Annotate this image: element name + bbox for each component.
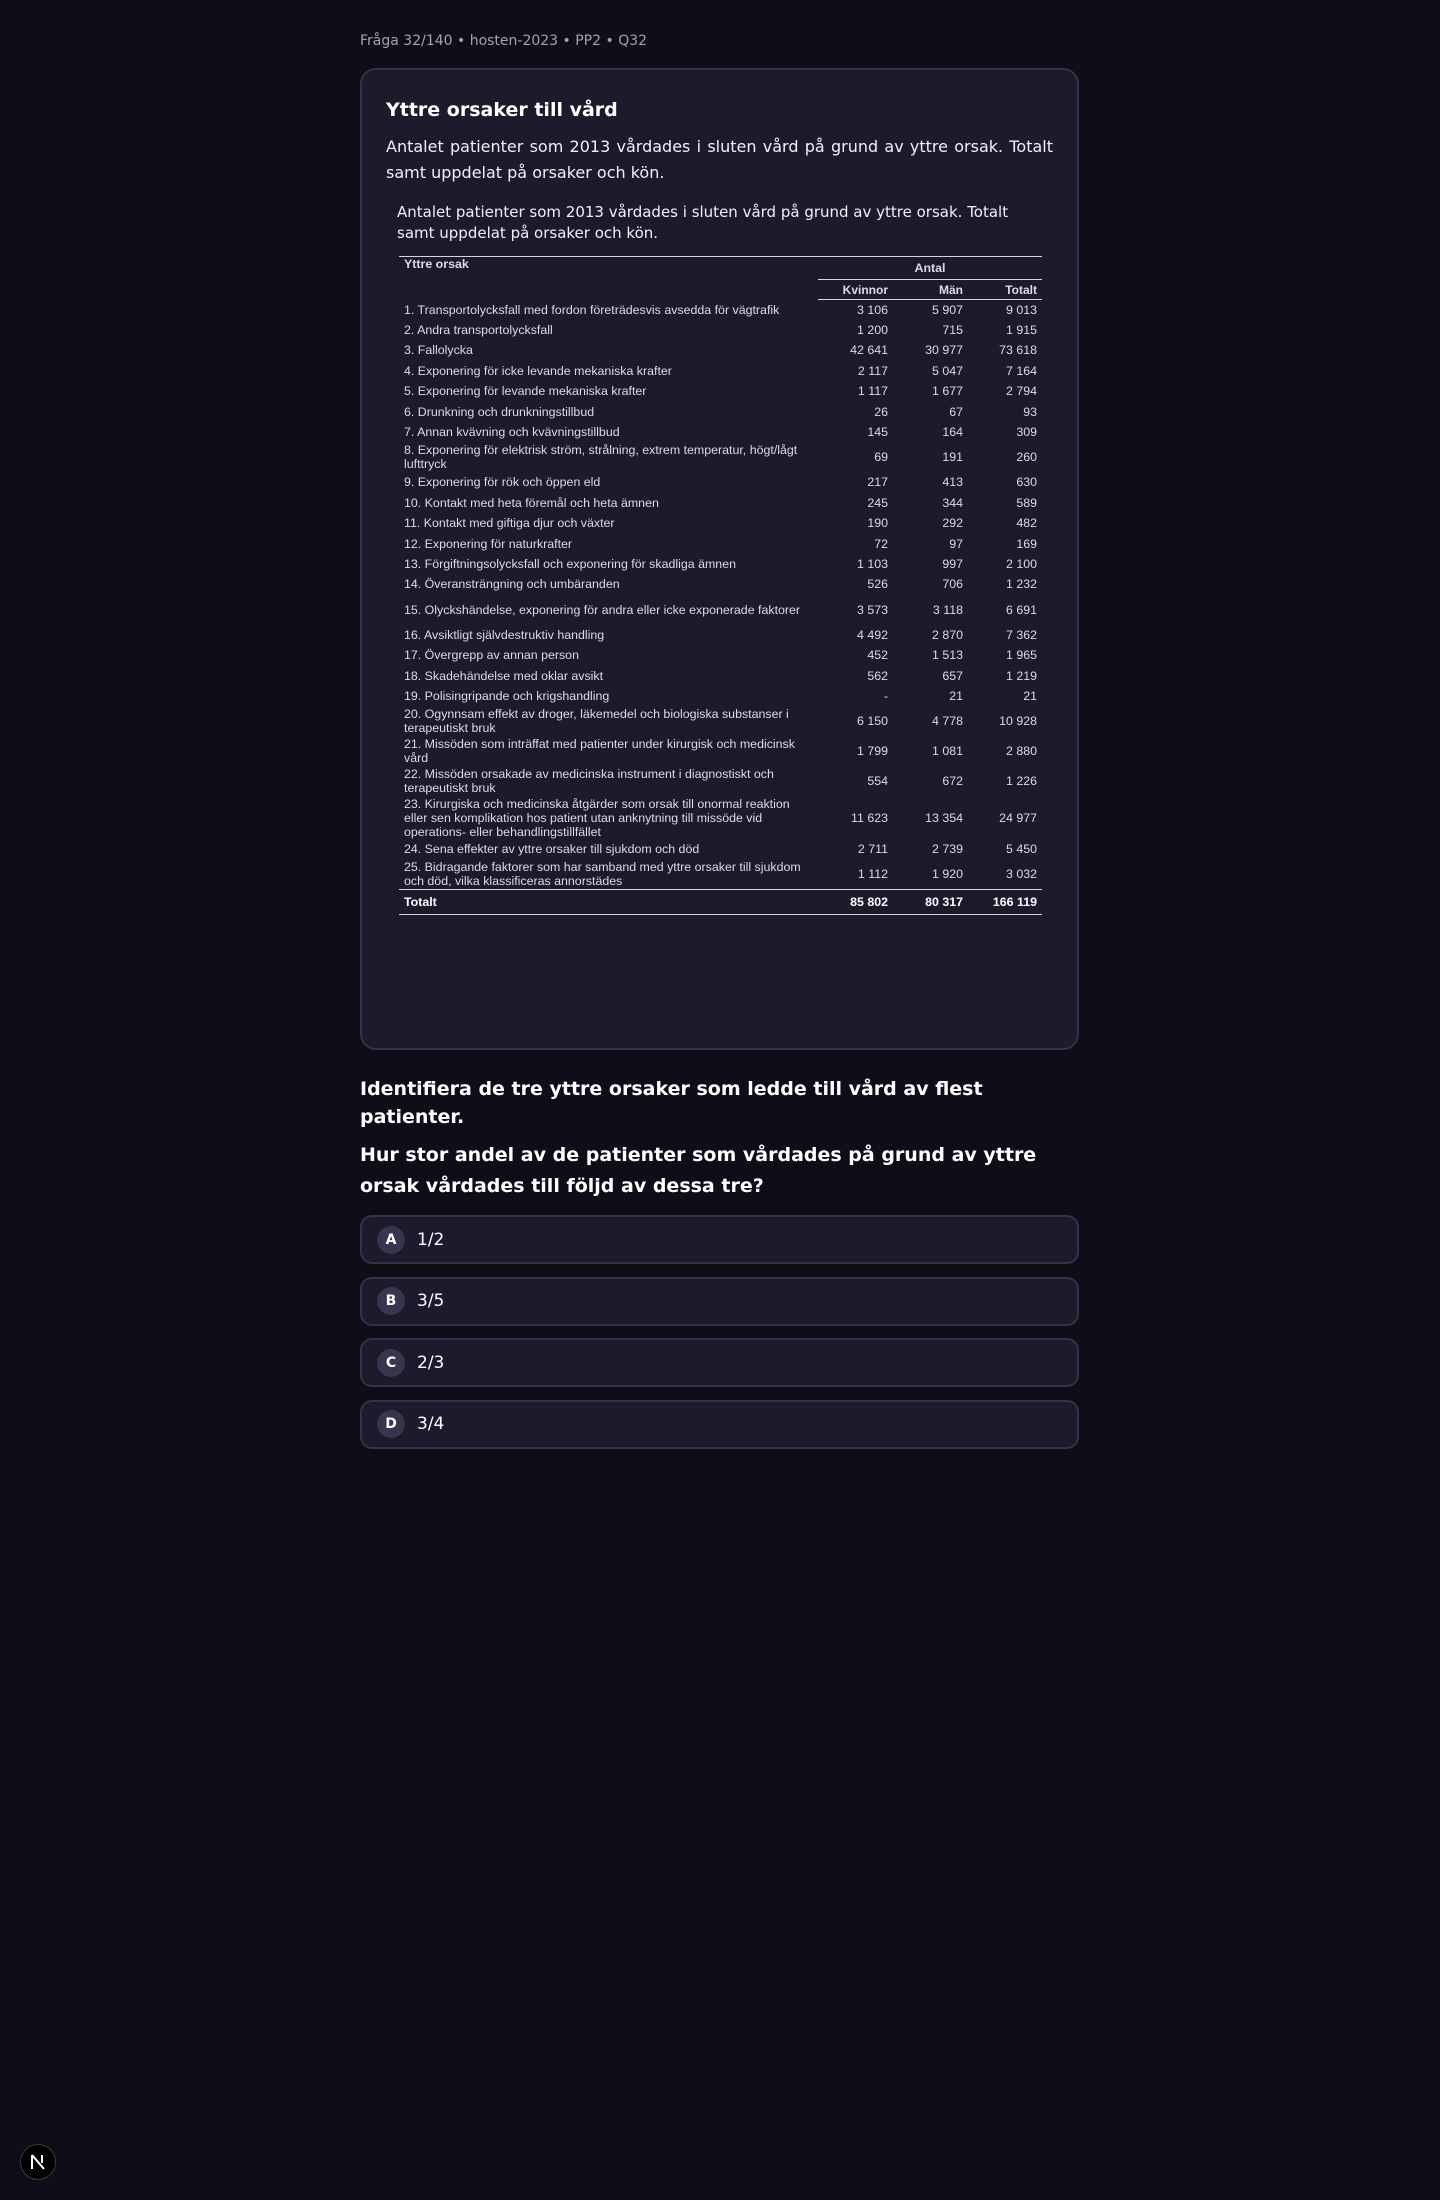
option-a[interactable] bbox=[360, 1215, 1079, 1264]
row-total: 260 bbox=[1016, 450, 1037, 465]
row-men: 2 870 bbox=[931, 627, 963, 642]
row-cause: 4. Exponering för icke levande mekaniska krafter bbox=[404, 363, 672, 378]
row-men: 672 bbox=[942, 774, 963, 789]
table-row bbox=[399, 665, 1042, 685]
row-women: 26 bbox=[874, 404, 888, 419]
table-row bbox=[399, 686, 1042, 706]
row-total: 1 232 bbox=[1005, 577, 1037, 592]
row-men: 997 bbox=[942, 556, 963, 571]
row-women: 6 150 bbox=[856, 714, 888, 729]
row-cause: 18. Skadehändelse med oklar avsikt bbox=[404, 668, 604, 683]
row-cause: 17. Övergrepp av annan person bbox=[404, 648, 579, 663]
row-women: 1 117 bbox=[857, 384, 888, 399]
row-cause: 1. Transportolycksfall med fordon företrädesvis avsedda för vägtrafik bbox=[404, 302, 780, 317]
row-women: 526 bbox=[867, 577, 888, 592]
row-total: 93 bbox=[1023, 404, 1037, 419]
total-women: 85 802 bbox=[818, 890, 893, 915]
answer-options bbox=[360, 1215, 1079, 1449]
row-cause: 23. Kirurgiska och medicinska åtgärder som orsak till onormal reaktion eller sen komplikation hos patient utan anknytning till missöde vid operations- eller behandlingstillfället bbox=[404, 796, 790, 839]
row-cause: 3. Fallolycka bbox=[404, 343, 473, 358]
row-cause: 19. Polisingripande och krigshandling bbox=[404, 688, 610, 703]
table-row bbox=[399, 422, 1042, 442]
row-men: 21 bbox=[949, 688, 963, 703]
row-men: 1 677 bbox=[931, 384, 963, 399]
row-cause: 7. Annan kvävning och kvävningstillbud bbox=[404, 425, 620, 440]
col-header-women: Kvinnor bbox=[818, 280, 893, 300]
row-women: 190 bbox=[867, 516, 888, 531]
col-header-men: Män bbox=[893, 280, 968, 300]
table-row bbox=[399, 625, 1042, 645]
card-title: Yttre orsaker till vård bbox=[386, 99, 618, 121]
row-men: 1 081 bbox=[931, 744, 963, 759]
row-total: 2 794 bbox=[1005, 384, 1037, 399]
row-women: 42 641 bbox=[850, 343, 888, 358]
table-row bbox=[399, 442, 1042, 472]
row-women: 3 106 bbox=[856, 302, 888, 317]
row-men: 97 bbox=[949, 536, 963, 551]
total-row bbox=[399, 890, 1042, 915]
row-women: 217 bbox=[867, 475, 888, 490]
table-row bbox=[399, 340, 1042, 360]
col-header-total: Totalt bbox=[968, 280, 1042, 300]
row-men: 344 bbox=[942, 495, 963, 510]
next-logo-icon[interactable] bbox=[20, 2144, 56, 2180]
row-men: 2 739 bbox=[931, 842, 963, 857]
row-cause: 16. Avsiktligt självdestruktiv handling bbox=[404, 627, 605, 642]
row-cause: 8. Exponering för elektrisk ström, strålning, extrem temperatur, högt/lågt lufttryck bbox=[404, 443, 798, 472]
option-b[interactable] bbox=[360, 1277, 1079, 1326]
row-women: 2 117 bbox=[857, 363, 888, 378]
option-d[interactable] bbox=[360, 1400, 1079, 1449]
total-all: 166 119 bbox=[968, 890, 1042, 915]
row-men: 1 513 bbox=[931, 648, 963, 663]
table-row bbox=[399, 381, 1042, 401]
table-body bbox=[399, 300, 1042, 890]
row-women: 245 bbox=[867, 495, 888, 510]
row-women: 69 bbox=[874, 450, 888, 465]
row-women: 452 bbox=[867, 648, 888, 663]
row-women: 554 bbox=[867, 774, 888, 789]
option-label: 3/5 bbox=[417, 1291, 445, 1311]
row-women: 562 bbox=[867, 668, 888, 683]
figure-caption: Antalet patienter som 2013 vårdades i sluten vård på grund av yttre orsak. Totalt samt uppdelat på orsaker och kön. bbox=[397, 203, 1009, 242]
table-row bbox=[399, 513, 1042, 533]
col-group-header: Antal bbox=[818, 257, 1042, 280]
row-men: 3 118 bbox=[932, 602, 963, 617]
row-men: 164 bbox=[942, 425, 963, 440]
table-row bbox=[399, 361, 1042, 381]
row-women: 1 112 bbox=[857, 867, 888, 882]
row-total: 7 164 bbox=[1005, 363, 1037, 378]
option-key: C bbox=[377, 1349, 405, 1377]
breadcrumb: Fråga 32/140 • hosten-2023 • PP2 • Q32 bbox=[360, 33, 648, 49]
row-total: 2 100 bbox=[1005, 556, 1037, 571]
table-row bbox=[399, 300, 1042, 320]
question bbox=[360, 1075, 1079, 1202]
option-key: B bbox=[377, 1287, 405, 1315]
row-total: 1 915 bbox=[1005, 323, 1037, 338]
row-women: 72 bbox=[874, 536, 888, 551]
row-total: 169 bbox=[1016, 536, 1037, 551]
row-total: 6 691 bbox=[1005, 602, 1037, 617]
table-row bbox=[399, 645, 1042, 665]
table-row bbox=[399, 554, 1042, 574]
question-line-2: Hur stor andel av de patienter som vårdades på grund av yttre orsak vårdades till följd av dessa tre? bbox=[360, 1144, 1037, 1197]
row-cause: 6. Drunkning och drunkningstillbud bbox=[404, 404, 595, 419]
row-women: 11 623 bbox=[851, 810, 888, 825]
row-women: 1 200 bbox=[856, 323, 888, 338]
row-cause: 11. Kontakt med giftiga djur och växter bbox=[404, 516, 615, 531]
row-men: 5 047 bbox=[931, 363, 963, 378]
row-total: 24 977 bbox=[999, 810, 1037, 825]
row-women: 1 799 bbox=[856, 744, 888, 759]
row-total: 73 618 bbox=[999, 343, 1037, 358]
row-total: 1 219 bbox=[1005, 668, 1037, 683]
row-total: 3 032 bbox=[1005, 867, 1037, 882]
table-row bbox=[399, 533, 1042, 553]
row-total: 21 bbox=[1023, 688, 1037, 703]
row-men: 191 bbox=[942, 450, 963, 465]
option-key: A bbox=[377, 1226, 405, 1254]
row-men: 657 bbox=[942, 668, 963, 683]
question-line-1: Identifiera de tre yttre orsaker som ledde till vård av flest patienter. bbox=[360, 1078, 983, 1128]
row-total: 9 013 bbox=[1005, 302, 1037, 317]
option-c[interactable] bbox=[360, 1338, 1079, 1387]
row-men: 706 bbox=[942, 577, 963, 592]
row-cause: 14. Överansträngning och umbäranden bbox=[404, 577, 620, 592]
option-label: 3/4 bbox=[417, 1414, 445, 1434]
table-row bbox=[399, 706, 1042, 736]
row-men: 30 977 bbox=[925, 343, 963, 358]
row-total: 5 450 bbox=[1005, 842, 1037, 857]
table-row bbox=[399, 472, 1042, 492]
row-cause: 5. Exponering för levande mekaniska krafter bbox=[404, 384, 647, 399]
card-description: Antalet patienter som 2013 vårdades i sluten vård på grund av yttre orsak. Totalt samt uppdelat på orsaker och kön. bbox=[386, 137, 1053, 182]
option-key: D bbox=[377, 1410, 405, 1438]
row-cause: 10. Kontakt med heta föremål och heta ämnen bbox=[404, 495, 659, 510]
table-row bbox=[399, 839, 1042, 859]
row-cause: 9. Exponering för rök och öppen eld bbox=[404, 475, 601, 490]
row-cause: 24. Sena effekter av yttre orsaker till sjukdom och död bbox=[404, 842, 700, 857]
table-row bbox=[399, 401, 1042, 421]
col-header-cause: Yttre orsak bbox=[399, 257, 818, 300]
context-card bbox=[360, 68, 1079, 1050]
total-men: 80 317 bbox=[893, 890, 968, 915]
row-total: 2 880 bbox=[1005, 744, 1037, 759]
row-total: 1 226 bbox=[1005, 774, 1037, 789]
row-cause: 25. Bidragande faktorer som har samband med yttre orsaker till sjukdom och död, vilka klassificeras annorstädes bbox=[404, 860, 801, 889]
row-total: 1 965 bbox=[1005, 648, 1037, 663]
total-label: Totalt bbox=[399, 890, 818, 915]
row-total: 630 bbox=[1016, 475, 1037, 490]
table-row bbox=[399, 736, 1042, 766]
row-cause: 2. Andra transportolycksfall bbox=[404, 323, 553, 338]
option-label: 2/3 bbox=[417, 1352, 445, 1373]
row-men: 4 778 bbox=[931, 714, 963, 729]
row-women: 1 103 bbox=[856, 556, 888, 571]
row-women: 2 711 bbox=[857, 842, 888, 857]
data-table bbox=[399, 256, 1042, 915]
row-total: 7 362 bbox=[1005, 627, 1037, 642]
row-total: 482 bbox=[1016, 516, 1037, 531]
table-row bbox=[399, 320, 1042, 340]
row-total: 10 928 bbox=[999, 714, 1037, 729]
main-column bbox=[360, 0, 1079, 1461]
table-row bbox=[399, 595, 1042, 625]
row-women: - bbox=[883, 688, 888, 703]
row-total: 309 bbox=[1016, 425, 1037, 440]
table-row bbox=[399, 574, 1042, 594]
row-cause: 15. Olyckshändelse, exponering för andra eller icke exponerade faktorer bbox=[404, 602, 801, 617]
row-women: 145 bbox=[867, 425, 888, 440]
row-women: 4 492 bbox=[856, 627, 888, 642]
row-men: 13 354 bbox=[925, 810, 963, 825]
table-row bbox=[399, 796, 1042, 839]
row-men: 413 bbox=[942, 475, 963, 490]
row-men: 715 bbox=[942, 323, 963, 338]
figure bbox=[386, 202, 1053, 915]
row-men: 67 bbox=[949, 404, 963, 419]
table-row bbox=[399, 860, 1042, 890]
row-cause: 20. Ogynnsam effekt av droger, läkemedel och biologiska substanser i terapeutiskt bruk bbox=[404, 707, 789, 736]
row-men: 292 bbox=[942, 516, 963, 531]
row-cause: 12. Exponering för naturkrafter bbox=[404, 536, 573, 551]
row-men: 1 920 bbox=[931, 867, 963, 882]
row-men: 5 907 bbox=[931, 302, 963, 317]
table-row bbox=[399, 766, 1042, 796]
table-row bbox=[399, 493, 1042, 513]
row-total: 589 bbox=[1016, 495, 1037, 510]
option-label: 1/2 bbox=[417, 1229, 445, 1250]
row-cause: 22. Missöden orsakade av medicinska instrument i diagnostiskt och terapeutiskt bruk bbox=[404, 767, 774, 796]
row-cause: 13. Förgiftningsolycksfall och exponering för skadliga ämnen bbox=[404, 556, 736, 571]
row-women: 3 573 bbox=[856, 602, 888, 617]
row-cause: 21. Missöden som inträffat med patienter under kirurgisk och medicinsk vård bbox=[404, 737, 795, 766]
next-logo-glyph bbox=[29, 2153, 47, 2171]
